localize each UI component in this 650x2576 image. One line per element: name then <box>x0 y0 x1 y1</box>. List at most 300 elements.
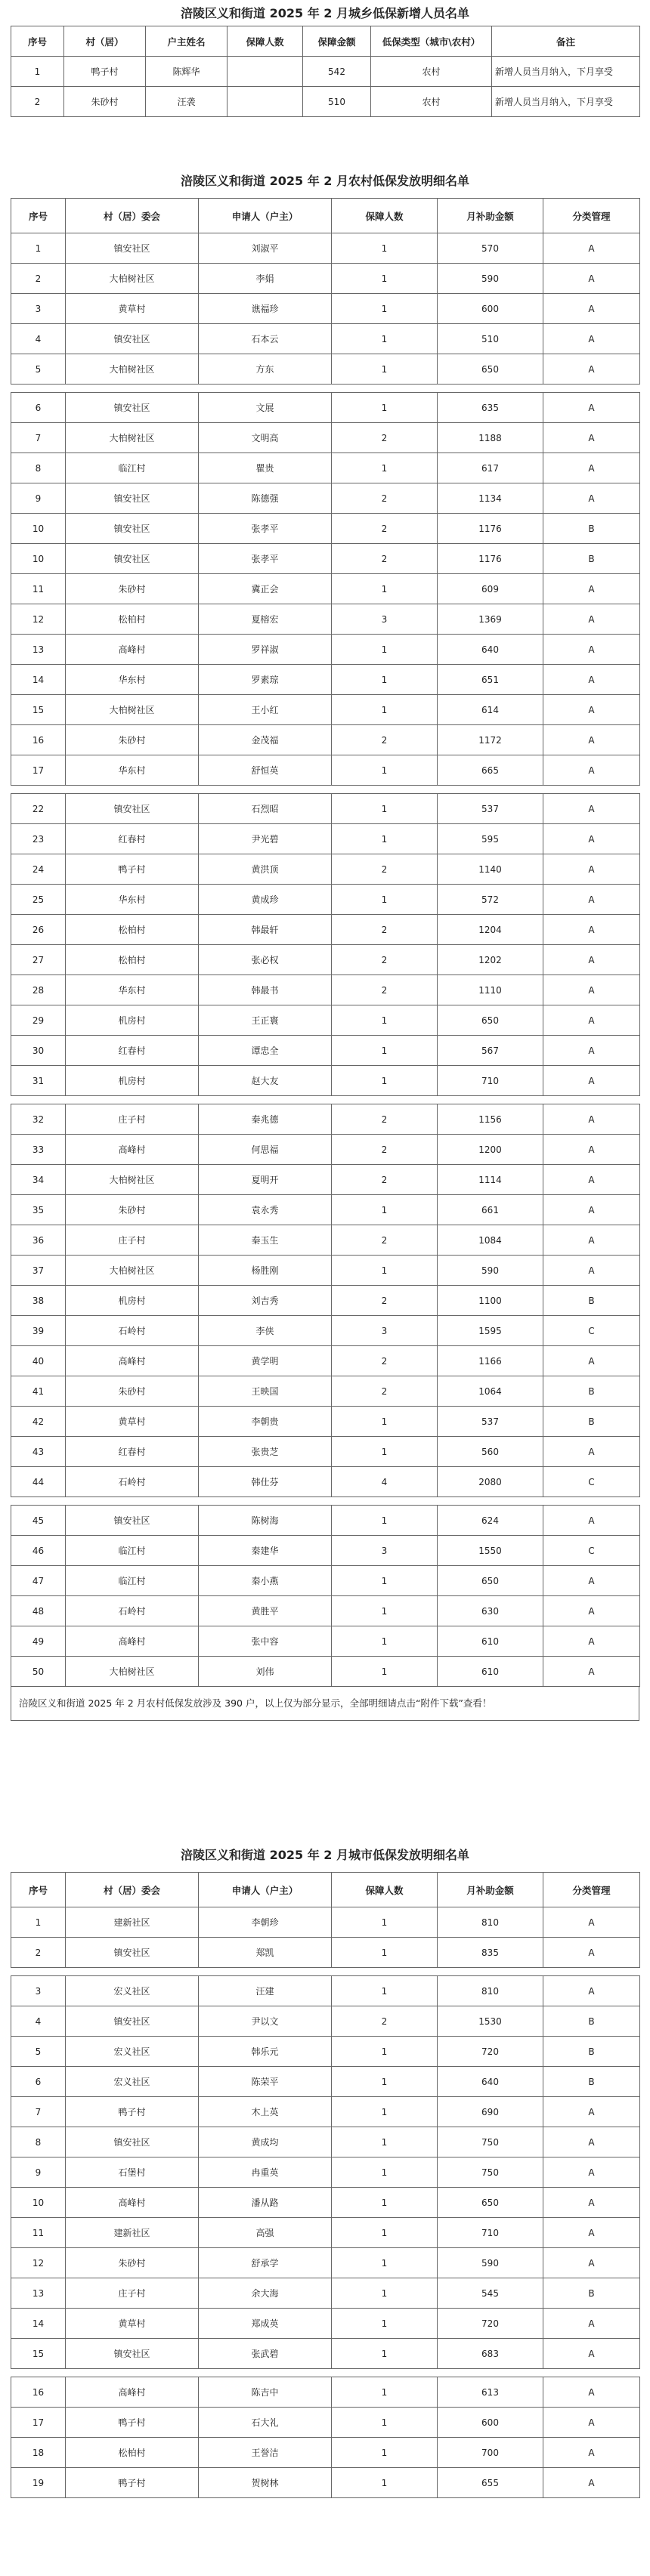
table-cell: 1 <box>332 635 438 665</box>
table-cell: 机房村 <box>66 1286 199 1316</box>
table-cell: 6 <box>11 393 66 423</box>
table-cell: 松柏村 <box>66 915 199 945</box>
table-row <box>11 1286 640 1316</box>
table-cell: B <box>543 514 640 544</box>
row-separator <box>11 1968 640 1976</box>
table-cell: 红春村 <box>66 1036 199 1066</box>
table-cell: 5 <box>11 2037 66 2067</box>
table-cell: 宏义社区 <box>66 2037 199 2067</box>
table-row <box>11 1316 640 1346</box>
table-cell: 2 <box>332 1346 438 1376</box>
table-cell: 1 <box>332 2037 438 2067</box>
table-cell: 572 <box>438 885 543 915</box>
table-cell: 3 <box>11 294 66 324</box>
table-cell: 3 <box>11 1976 66 2006</box>
separator-cell <box>11 2369 640 2377</box>
table-row <box>11 2468 640 2498</box>
table-cell: 文明高 <box>199 423 332 453</box>
table-row <box>11 2218 640 2248</box>
table-cell: A <box>543 354 640 385</box>
table-cell: 郑成英 <box>199 2309 332 2339</box>
table-cell: 建新社区 <box>66 2218 199 2248</box>
table-cell: 高峰村 <box>66 1626 199 1657</box>
table-cell: 大柏树社区 <box>66 354 199 385</box>
table-row <box>11 2188 640 2218</box>
table-cell: 2 <box>332 423 438 453</box>
table-cell: 720 <box>438 2037 543 2067</box>
column-header: 分类管理 <box>543 199 640 233</box>
table-cell: 1 <box>332 2188 438 2218</box>
table-cell: 鸭子村 <box>66 854 199 885</box>
table-cell: A <box>543 2248 640 2278</box>
table-cell: 镇安社区 <box>66 2127 199 2157</box>
table-cell: 14 <box>11 665 66 695</box>
table-cell: 624 <box>438 1506 543 1536</box>
table-cell: 秦玉生 <box>199 1225 332 1256</box>
table-cell: 镇安社区 <box>66 1938 199 1968</box>
table-row <box>11 1506 640 1536</box>
table-cell: 黄洪顶 <box>199 854 332 885</box>
table-cell: 600 <box>438 2408 543 2438</box>
table-cell: A <box>543 1066 640 1096</box>
table-cell: A <box>543 264 640 294</box>
table-cell: 1 <box>332 755 438 786</box>
table-cell: 1 <box>332 2157 438 2188</box>
table-cell: 镇安社区 <box>66 324 199 354</box>
table-cell: 2080 <box>438 1467 543 1497</box>
table-cell: 刘伟 <box>199 1657 332 1687</box>
table-cell: 10 <box>11 544 66 574</box>
row-separator <box>11 385 640 393</box>
table-cell: 石岭村 <box>66 1467 199 1497</box>
table-cell: 2 <box>332 514 438 544</box>
table-cell: 庄子村 <box>66 1225 199 1256</box>
table-cell: 11 <box>11 2218 66 2248</box>
table-cell: A <box>543 695 640 725</box>
table-cell: 冉重英 <box>199 2157 332 2188</box>
table-cell: B <box>543 544 640 574</box>
table-cell: A <box>543 2408 640 2438</box>
table-cell: 石岭村 <box>66 1316 199 1346</box>
table-cell: 镇安社区 <box>66 544 199 574</box>
table-cell: 650 <box>438 2188 543 2218</box>
table-row <box>11 1976 640 2006</box>
table1-section <box>11 5 639 117</box>
table-row <box>11 2006 640 2037</box>
table-cell: 617 <box>438 453 543 483</box>
table-cell: 14 <box>11 2309 66 2339</box>
table-cell: 韩乐元 <box>199 2037 332 2067</box>
table-cell: 1188 <box>438 423 543 453</box>
separator-cell <box>11 1096 640 1104</box>
table-cell: B <box>543 2037 640 2067</box>
table-cell: 张武碧 <box>199 2339 332 2369</box>
table-row <box>11 2097 640 2127</box>
table-cell: 22 <box>11 794 66 824</box>
table-cell: 华东村 <box>66 665 199 695</box>
table-cell: A <box>543 1938 640 1968</box>
table-cell: 1114 <box>438 1165 543 1195</box>
new-recipients-table <box>11 26 640 117</box>
table-cell: 新增人员当月纳入，下月享受 <box>492 57 640 87</box>
table-row <box>11 1225 640 1256</box>
table-cell: A <box>543 1437 640 1467</box>
table-cell: A <box>543 294 640 324</box>
table-cell: 张必权 <box>199 945 332 975</box>
table-cell: 635 <box>438 393 543 423</box>
column-header: 村（居）委会 <box>66 199 199 233</box>
table-cell: 尹光碧 <box>199 824 332 854</box>
table-cell: 651 <box>438 665 543 695</box>
table-cell: 12 <box>11 2248 66 2278</box>
table-cell: 47 <box>11 1566 66 1596</box>
table-cell: 黄胜平 <box>199 1596 332 1626</box>
table-row <box>11 1135 640 1165</box>
table-cell: 1 <box>11 233 66 264</box>
table-cell: 2 <box>332 915 438 945</box>
table-cell: C <box>543 1316 640 1346</box>
table-cell: 1 <box>332 1657 438 1687</box>
table-cell: A <box>543 915 640 945</box>
table-cell: 郑凯 <box>199 1938 332 1968</box>
table-cell: A <box>543 725 640 755</box>
table-cell: 16 <box>11 2377 66 2408</box>
table-cell: 1 <box>332 1407 438 1437</box>
column-header: 分类管理 <box>543 1873 640 1907</box>
table-row <box>11 885 640 915</box>
table-cell: 大柏树社区 <box>66 1256 199 1286</box>
table-cell: 王誉洁 <box>199 2438 332 2468</box>
table-cell: 1 <box>332 2339 438 2369</box>
table-cell: 大柏树社区 <box>66 423 199 453</box>
table-cell: 庄子村 <box>66 2278 199 2309</box>
table-cell: A <box>543 2097 640 2127</box>
table-cell: 李娟 <box>199 264 332 294</box>
table-cell: 镇安社区 <box>66 233 199 264</box>
table-cell: 750 <box>438 2127 543 2157</box>
table-cell: 黄成均 <box>199 2127 332 2157</box>
table-cell: 1 <box>332 1066 438 1096</box>
table-row <box>11 57 640 87</box>
table-cell: 49 <box>11 1626 66 1657</box>
table-cell: 宏义社区 <box>66 1976 199 2006</box>
table-cell: A <box>543 755 640 786</box>
table-cell: 655 <box>438 2468 543 2498</box>
table-cell: 50 <box>11 1657 66 1687</box>
table-cell: 松柏村 <box>66 604 199 635</box>
table-cell: 1110 <box>438 975 543 1005</box>
table-cell: 农村 <box>371 57 492 87</box>
table-cell: 鸭子村 <box>66 2408 199 2438</box>
table-cell: 7 <box>11 2097 66 2127</box>
table-cell: 610 <box>438 1657 543 1687</box>
table-cell: 镇安社区 <box>66 1506 199 1536</box>
separator-cell <box>11 786 640 794</box>
table-cell: 1200 <box>438 1135 543 1165</box>
table-cell: 1 <box>332 264 438 294</box>
table-row <box>11 725 640 755</box>
table-cell: 黄成珍 <box>199 885 332 915</box>
table-cell: A <box>543 635 640 665</box>
table-cell: 朱砂村 <box>66 1195 199 1225</box>
table-cell: 杨胜刚 <box>199 1256 332 1286</box>
table-cell: 2 <box>332 854 438 885</box>
table-cell: 1 <box>332 1437 438 1467</box>
table-cell: A <box>543 975 640 1005</box>
table-cell: 2 <box>332 945 438 975</box>
table-cell: 镇安社区 <box>66 483 199 514</box>
table3-section <box>11 1846 639 2498</box>
table-row <box>11 514 640 544</box>
table-cell: 2 <box>332 725 438 755</box>
table-cell: 石本云 <box>199 324 332 354</box>
table-cell: 1 <box>332 2248 438 2278</box>
table-cell: 机房村 <box>66 1066 199 1096</box>
table-cell: A <box>543 2309 640 2339</box>
table2-section <box>11 172 639 1721</box>
table-cell <box>228 87 303 117</box>
table-cell: A <box>543 945 640 975</box>
table-cell: 640 <box>438 635 543 665</box>
table-cell: A <box>543 1976 640 2006</box>
table-cell: 510 <box>438 324 543 354</box>
table-cell: 3 <box>332 604 438 635</box>
table-cell: 1 <box>332 453 438 483</box>
table-cell: 新增人员当月纳入，下月享受 <box>492 87 640 117</box>
table-cell: 1 <box>332 2278 438 2309</box>
table-cell: 舒恒英 <box>199 755 332 786</box>
table-row <box>11 1005 640 1036</box>
table-cell: 夏明开 <box>199 1165 332 1195</box>
table-cell: 710 <box>438 1066 543 1096</box>
table-cell: C <box>543 1467 640 1497</box>
rural-allowance-table <box>11 198 640 1687</box>
table-row <box>11 1657 640 1687</box>
table-cell: 835 <box>438 1938 543 1968</box>
urban-allowance-table <box>11 1872 640 2498</box>
table-cell: 1172 <box>438 725 543 755</box>
table-cell: 38 <box>11 1286 66 1316</box>
table-cell: 2 <box>332 483 438 514</box>
table-cell: 590 <box>438 1256 543 1286</box>
table-row <box>11 1104 640 1135</box>
table-cell: 农村 <box>371 87 492 117</box>
table-cell: 40 <box>11 1346 66 1376</box>
table-row <box>11 87 640 117</box>
table-cell: 石堡村 <box>66 2157 199 2188</box>
table-row <box>11 824 640 854</box>
column-header: 低保类型（城市\农村） <box>371 26 492 57</box>
table-cell: 秦小燕 <box>199 1566 332 1596</box>
table-cell: 700 <box>438 2438 543 2468</box>
table-cell: A <box>543 393 640 423</box>
separator-cell <box>11 1968 640 1976</box>
table-cell: 34 <box>11 1165 66 1195</box>
table-cell: A <box>543 1346 640 1376</box>
table-cell: A <box>543 2188 640 2218</box>
table-cell: 2 <box>11 1938 66 1968</box>
table-row <box>11 354 640 385</box>
table-cell: A <box>543 1005 640 1036</box>
table-cell: 19 <box>11 2468 66 2498</box>
table-cell: 1 <box>332 393 438 423</box>
table-cell: 537 <box>438 794 543 824</box>
row-separator <box>11 786 640 794</box>
table-cell: 510 <box>303 87 371 117</box>
table-cell: 朱砂村 <box>64 87 146 117</box>
table-cell: 王小红 <box>199 695 332 725</box>
table-cell: 25 <box>11 885 66 915</box>
table-cell: 45 <box>11 1506 66 1536</box>
table-row <box>11 945 640 975</box>
table-cell: 黄草村 <box>66 294 199 324</box>
table-cell: 720 <box>438 2309 543 2339</box>
table-row <box>11 2248 640 2278</box>
table-row <box>11 1346 640 1376</box>
table-cell: A <box>543 1195 640 1225</box>
table-cell: 大柏树社区 <box>66 264 199 294</box>
table-cell: 李朝珍 <box>199 1907 332 1938</box>
table-cell: 2 <box>332 975 438 1005</box>
table-cell: 1369 <box>438 604 543 635</box>
table-cell: 1134 <box>438 483 543 514</box>
table-cell: 1 <box>332 294 438 324</box>
table-cell: 1176 <box>438 544 543 574</box>
table-cell: 1595 <box>438 1316 543 1346</box>
table-cell: 高峰村 <box>66 2188 199 2218</box>
table-cell: 3 <box>332 1536 438 1566</box>
table-cell: 1 <box>332 233 438 264</box>
table-cell: 41 <box>11 1376 66 1407</box>
table-cell: 1 <box>332 885 438 915</box>
table-cell: 余大海 <box>199 2278 332 2309</box>
table-cell: 1530 <box>438 2006 543 2037</box>
table-cell: 12 <box>11 604 66 635</box>
table-cell: 1 <box>332 2377 438 2408</box>
table-cell: 1 <box>332 2127 438 2157</box>
table-cell: 10 <box>11 2188 66 2218</box>
table-cell: 27 <box>11 945 66 975</box>
table-cell: 1176 <box>438 514 543 544</box>
table-row <box>11 695 640 725</box>
table-cell: 1 <box>11 57 64 87</box>
table-cell: A <box>543 1256 640 1286</box>
table-cell: B <box>543 2067 640 2097</box>
table-cell: 瞿贵 <box>199 453 332 483</box>
table-cell: 王映国 <box>199 1376 332 1407</box>
table-cell: 1156 <box>438 1104 543 1135</box>
table-cell: A <box>543 423 640 453</box>
table-cell: B <box>543 1286 640 1316</box>
table-cell: A <box>543 794 640 824</box>
table-cell: A <box>543 2468 640 2498</box>
column-header: 序号 <box>11 26 64 57</box>
table-cell: 1 <box>332 665 438 695</box>
table-cell: 金茂福 <box>199 725 332 755</box>
table-cell: 赵大友 <box>199 1066 332 1096</box>
table-cell: A <box>543 574 640 604</box>
table-cell: 华东村 <box>66 755 199 786</box>
table-cell: 韩最书 <box>199 975 332 1005</box>
table-cell: 1 <box>332 354 438 385</box>
table-cell: 4 <box>332 1467 438 1497</box>
table-cell: 17 <box>11 755 66 786</box>
table-cell: A <box>543 665 640 695</box>
table-cell: 1 <box>332 1907 438 1938</box>
table-cell: 刘淑平 <box>199 233 332 264</box>
table-cell: 镇安社区 <box>66 393 199 423</box>
table3-title: 涪陵区义和街道 2025 年 2 月城市低保发放明细名单 <box>181 1848 469 1862</box>
table-cell: 尹以文 <box>199 2006 332 2037</box>
table-cell: 537 <box>438 1407 543 1437</box>
table-row <box>11 2037 640 2067</box>
table-cell: 张贵芝 <box>199 1437 332 1467</box>
table-cell: 方东 <box>199 354 332 385</box>
separator-cell <box>11 1497 640 1506</box>
table-cell: 1 <box>332 2309 438 2339</box>
column-header: 月补助金额 <box>438 199 543 233</box>
table-cell: 26 <box>11 915 66 945</box>
table-cell: 1 <box>332 2218 438 2248</box>
table-cell: A <box>543 1596 640 1626</box>
table-cell: A <box>543 1566 640 1596</box>
table-cell: 陈吉中 <box>199 2377 332 2408</box>
table-cell: 秦兆德 <box>199 1104 332 1135</box>
table-cell: 5 <box>11 354 66 385</box>
table-cell: 11 <box>11 574 66 604</box>
table-cell: 李朝贵 <box>199 1407 332 1437</box>
column-header: 序号 <box>11 1873 66 1907</box>
table-cell: 1 <box>11 1907 66 1938</box>
row-separator <box>11 1497 640 1506</box>
table-cell: 临江村 <box>66 453 199 483</box>
table-cell: A <box>543 1506 640 1536</box>
table-cell: B <box>543 1407 640 1437</box>
table-cell: 大柏树社区 <box>66 1657 199 1687</box>
table-cell: 黄草村 <box>66 2309 199 2339</box>
table-cell: 545 <box>438 2278 543 2309</box>
table-cell: 1 <box>332 2097 438 2127</box>
table-cell: 石大礼 <box>199 2408 332 2438</box>
table-cell: B <box>543 2006 640 2037</box>
column-header: 序号 <box>11 199 66 233</box>
table-row <box>11 324 640 354</box>
table-cell: 1 <box>332 1036 438 1066</box>
table-cell: 810 <box>438 1976 543 2006</box>
table-cell: 舒承学 <box>199 2248 332 2278</box>
column-header: 申请人（户主） <box>199 1873 332 1907</box>
table-cell: 7 <box>11 423 66 453</box>
table-cell: A <box>543 1907 640 1938</box>
table-row <box>11 1376 640 1407</box>
table-cell: 35 <box>11 1195 66 1225</box>
table-cell: 1 <box>332 2468 438 2498</box>
table-cell: B <box>543 2278 640 2309</box>
table-cell: 39 <box>11 1316 66 1346</box>
table-cell: 570 <box>438 233 543 264</box>
table-cell: 42 <box>11 1407 66 1437</box>
table-cell: 石岭村 <box>66 1596 199 1626</box>
table-cell: 高峰村 <box>66 1135 199 1165</box>
table-cell: 8 <box>11 453 66 483</box>
table-cell: 石烈昭 <box>199 794 332 824</box>
table-cell: 夏榕宏 <box>199 604 332 635</box>
table-cell: 1084 <box>438 1225 543 1256</box>
table-row <box>11 2127 640 2157</box>
table-cell: A <box>543 2377 640 2408</box>
table-cell: 红春村 <box>66 824 199 854</box>
table-cell: 王正寰 <box>199 1005 332 1036</box>
